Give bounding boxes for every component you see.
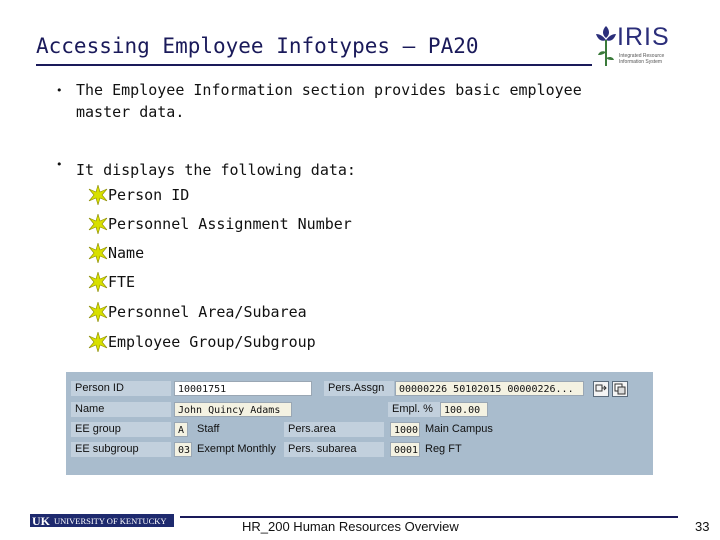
- sap-employee-header-screenshot: [66, 372, 653, 475]
- bullet-2: It displays the following data:: [76, 161, 356, 179]
- person-id-field[interactable]: 10001751: [174, 381, 312, 396]
- uk-university-logo: [30, 514, 174, 527]
- ee-subgroup-text: Exempt Monthly: [197, 443, 276, 455]
- multi-screen-icon[interactable]: [612, 381, 628, 397]
- starburst-bullet-icon: [88, 214, 108, 234]
- starburst-bullet-icon: [88, 185, 108, 205]
- overview-icon[interactable]: [593, 381, 609, 397]
- ee-group-label: EE group: [71, 422, 171, 437]
- bullet-dot-icon: •: [56, 158, 63, 171]
- pers-area-code-field[interactable]: 1000: [390, 422, 420, 437]
- iris-logo: [593, 22, 673, 68]
- title-underline: [36, 64, 592, 66]
- page-number: 33: [695, 519, 710, 534]
- iris-flower-icon: [593, 22, 619, 68]
- empl-pct-field[interactable]: 100.00: [440, 402, 488, 417]
- pers-subarea-code-field[interactable]: 0001: [390, 442, 420, 457]
- empl-pct-label: Empl. %: [388, 402, 440, 417]
- list-item-label: Personnel Area/Subarea: [108, 303, 307, 321]
- ee-group-code-field[interactable]: A: [174, 422, 188, 437]
- pers-subarea-label: Pers. subarea: [284, 442, 384, 457]
- pers-assgn-dropdown[interactable]: 00000226 50102015 00000226...: [395, 381, 584, 396]
- list-item-label: Name: [108, 244, 145, 262]
- pers-area-text: Main Campus: [425, 423, 493, 435]
- logo-subtitle-line2: Information System: [619, 59, 663, 65]
- slide-title: Accessing Employee Infotypes – PA20: [36, 34, 479, 58]
- pers-assgn-label: Pers.Assgn: [324, 381, 394, 396]
- starburst-bullet-icon: [88, 243, 108, 263]
- bullet-1: The Employee Information section provides basic employee master data.: [76, 81, 582, 121]
- pers-area-label: Pers.area: [284, 422, 384, 437]
- ee-group-text: Staff: [197, 423, 220, 435]
- footer-rule: [180, 516, 678, 518]
- bullet-dot-icon: •: [56, 84, 63, 97]
- pers-subarea-text: Reg FT: [425, 443, 462, 455]
- uk-monogram: UK: [32, 514, 50, 527]
- uk-logo-text: UNIVERSITY OF KENTUCKY: [54, 516, 167, 526]
- starburst-bullet-icon: [88, 302, 108, 322]
- name-field[interactable]: John Quincy Adams: [174, 402, 292, 417]
- ee-subgroup-label: EE subgroup: [71, 442, 171, 457]
- footer-course-title: HR_200 Human Resources Overview: [242, 519, 459, 534]
- starburst-bullet-icon: [88, 332, 108, 352]
- list-item-label: Personnel Assignment Number: [108, 215, 352, 233]
- logo-wordmark: IRIS: [617, 23, 670, 51]
- ee-subgroup-code-field[interactable]: 03: [174, 442, 192, 457]
- list-item-label: Person ID: [108, 186, 190, 204]
- name-label: Name: [71, 402, 171, 417]
- list-item-label: FTE: [108, 273, 136, 291]
- list-item-label: Employee Group/Subgroup: [108, 333, 316, 351]
- logo-subtitle-line1: Integrated Resource: [619, 53, 665, 59]
- starburst-bullet-icon: [88, 272, 108, 292]
- person-id-label: Person ID: [71, 381, 171, 396]
